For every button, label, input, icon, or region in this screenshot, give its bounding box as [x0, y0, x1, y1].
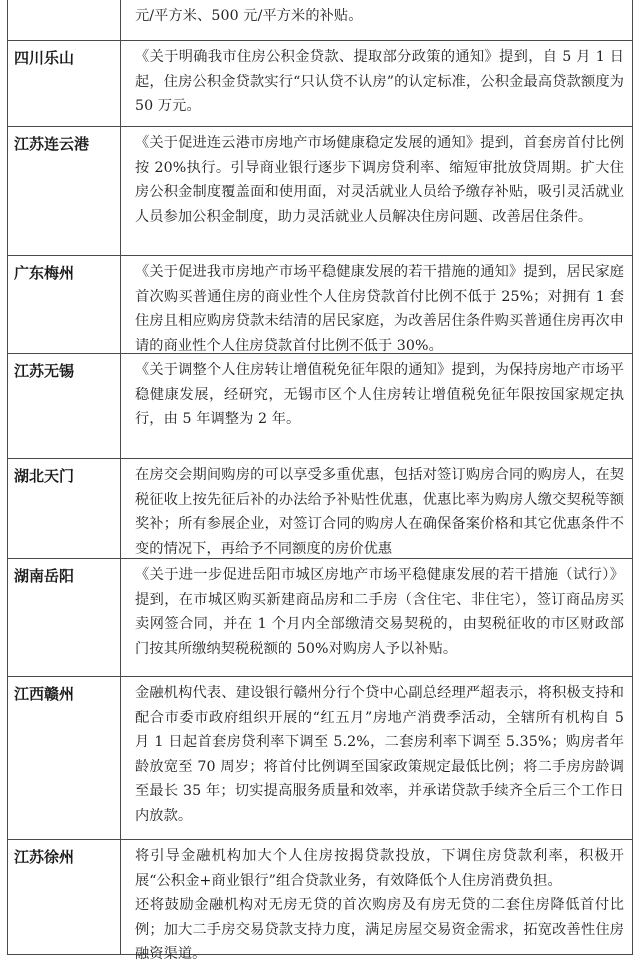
table-row: [7, 41, 633, 127]
table-row: [7, 840, 633, 962]
policy-cell: [121, 354, 632, 458]
policy-text: 《关于促进我市房地产市场平稳健康发展的若干措施的通知》提到，居民家庭首次购买普通住房的商业性个人住房贷款首付比例不低于 25%；对拥有 1 套住房且相应购房贷款未结清的居民家庭，为改善居住条件购买普通住房再次申请的商业性个人住房贷款首付比例不低于 30%。: [135, 264, 624, 354]
policy-text: 在房交会期间购房的可以享受多重优惠，包括对签订购房合同的购房人，在契税征收上按先征后补的办法给予补贴性优惠，优惠比率为购房人缴交契税等额奖补；所有参展企业，对签订合同的购房人在确保备案价格和其它优惠条件不变的情况下，再给予不同额度的房价优惠: [135, 467, 624, 557]
table-row: [7, 256, 633, 354]
table-row: [7, 559, 633, 677]
policy-cell: [121, 41, 632, 126]
table-row: [7, 354, 633, 459]
policy-text: 金融机构代表、建设银行赣州分行个贷中心副总经理严超表示，将积极支持和配合市委市政府组织开展的“红五月”房地产消费季活动，全辖所有机构自 5 月 1 日起首套房贷利率下调至 5.2%，二套房利率下调至 5.35%；购房者年龄放宽至 70 周岁；将首付比例调至国家政策规定最低比例；将二手房房龄调至最长 35 年；切实提高服务质量和效率，并承诺贷款手续齐全后三个工作日内放款。: [135, 685, 624, 824]
policy-cell: [121, 0, 632, 40]
policy-text: 《关于调整个人住房转让增值税免征年限的通知》提到，为保持房地产市场平稳健康发展，经研究，无锡市区个人住房转让增值税免征年限按国家规定执行，由 5 年调整为 2 年。: [135, 362, 624, 427]
policy-text: 还将鼓励金融机构对无房无贷的首次购房及有房无贷的二套住房降低首付比例；加大二手房交易贷款支持力度，满足房屋交易资金需求，拓宽改善性住房融资渠道。: [135, 897, 624, 962]
policy-text: 《关于促进连云港市房地产市场健康稳定发展的通知》提到，首套房首付比例按 20%执行。引导商业银行逐步下调房贷利率、缩短审批放贷周期。扩大住房公积金制度覆盖面和使用面，对灵活就业人员给予缴存补贴，吸引灵活就业人员参加公积金制度，助力灵活就业人员解决住房问题、改善居住条件。: [135, 135, 624, 225]
table-row: [7, 0, 633, 41]
city-cell: 四川乐山: [8, 41, 121, 126]
city-cell: 湖北天门: [8, 459, 121, 558]
policy-cell: [121, 127, 632, 255]
city-cell: 江苏无锡: [8, 354, 121, 458]
policy-cell: [121, 459, 632, 558]
policy-text: 《关于明确我市住房公积金贷款、提取部分政策的通知》提到，自 5 月 1 日起，住房公积金贷款实行“只认贷不认房”的认定标准，公积金最高贷款额度为 50 万元。: [135, 49, 624, 114]
policy-table: [7, 0, 633, 962]
city-cell: 广东梅州: [8, 256, 121, 353]
table-row: [7, 127, 633, 256]
policy-cell: [121, 559, 632, 676]
city-cell: [8, 0, 121, 40]
policy-cell: [121, 840, 632, 962]
table-row: [7, 677, 633, 840]
table-row: [7, 459, 633, 559]
city-cell: 江苏徐州: [8, 840, 121, 954]
policy-cell: [121, 256, 632, 353]
policy-text: 《关于进一步促进岳阳市城区房地产市场平稳健康发展的若干措施（试行）》提到，在市城区购买新建商品房和二手房（含住宅、非住宅），签订商品房买卖网签合同，并在 1 个月内全部缴清交易契税的，由契税征收的市区财政部门按其所缴纳契税税额的 50%对购房人予以补贴。: [135, 567, 624, 657]
policy-text: 元/平方米、500 元/平方米的补贴。: [135, 8, 363, 24]
city-cell: 江苏连云港: [8, 127, 121, 255]
city-cell: 湖南岳阳: [8, 559, 121, 676]
policy-text: 将引导金融机构加大个人住房按揭贷款投放，下调住房贷款利率，积极开展“公积金+商业银行”组合贷款业务，有效降低个人住房消费负担。: [135, 848, 624, 889]
policy-cell: [121, 677, 632, 839]
city-cell: 江西赣州: [8, 677, 121, 839]
